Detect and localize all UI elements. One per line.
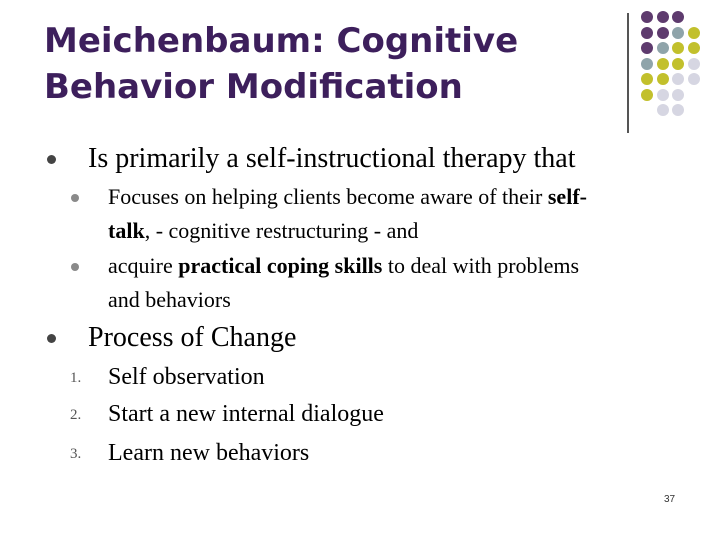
sub1-bold-talk: talk (108, 218, 145, 243)
sub2-text-a: acquire (108, 253, 179, 278)
step-text: Learn new behaviors (108, 440, 310, 466)
decorative-dot (688, 58, 700, 70)
decorative-dot (641, 73, 653, 85)
sub2-bold: practical coping skills (178, 253, 383, 278)
decorative-dot (688, 27, 700, 39)
slide-title (44, 18, 604, 110)
sub1-text-b: , - cognitive restructuring - and (144, 218, 419, 243)
sub-bullet-coping-skills (108, 249, 688, 317)
sub-bullet-icon (71, 263, 79, 271)
step-number: 3. (70, 446, 82, 462)
decorative-dot (641, 42, 653, 54)
decorative-dot (641, 89, 653, 101)
decorative-dot (688, 42, 700, 54)
sub1-text-a: Focuses on helping clients become aware of their (108, 184, 548, 209)
decorative-dot (657, 89, 669, 101)
decorative-dot (672, 27, 684, 39)
decorative-dot (672, 89, 684, 101)
step-number: 1. (70, 370, 82, 386)
decorative-dot (672, 104, 684, 116)
decorative-dot (688, 73, 700, 85)
decorative-dot (657, 42, 669, 54)
sub2-text-c: to deal with problems (382, 253, 580, 278)
bullet-process-of-change: Process of Change (88, 322, 297, 353)
page-number: 37 (664, 494, 676, 505)
step-text: Start a new internal dialogue (108, 401, 384, 427)
decorative-dot (641, 58, 653, 70)
bullet-icon (47, 334, 56, 343)
title-line-1: Meichenbaum: Cognitive (44, 21, 519, 61)
decorative-dot (641, 11, 653, 23)
decorative-dot (672, 73, 684, 85)
step-text: Self observation (108, 364, 265, 390)
decorative-divider (627, 13, 629, 133)
decorative-dot (657, 104, 669, 116)
decorative-dot (672, 42, 684, 54)
sub1-bold-self: self- (547, 184, 587, 209)
decorative-dot (657, 58, 669, 70)
decorative-dot (657, 73, 669, 85)
decorative-dot (657, 27, 669, 39)
decorative-dot (657, 11, 669, 23)
title-line-2: Behavior Modification (44, 67, 463, 107)
step-number: 2. (70, 407, 82, 423)
sub-bullet-icon (71, 194, 79, 202)
decorative-dot (641, 27, 653, 39)
bullet-icon (47, 155, 56, 164)
bullet-self-instructional: Is primarily a self-instructional therapy that (88, 143, 576, 174)
decorative-dot (672, 11, 684, 23)
sub-bullet-self-talk (108, 180, 688, 248)
decorative-dot (672, 58, 684, 70)
sub2-line-2: and behaviors (108, 287, 231, 312)
